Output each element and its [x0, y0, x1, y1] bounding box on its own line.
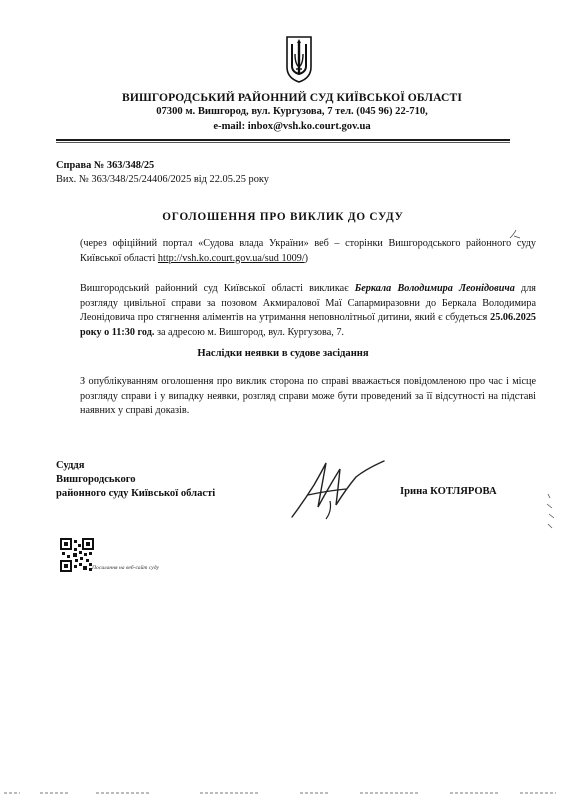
- court-address: 07300 м. Вишгород, вул. Кургузова, 7 тел. (045 96) 22-710,: [156, 106, 428, 117]
- qr-code-icon[interactable]: [60, 538, 94, 572]
- case-number: Справа № 363/348/25: [56, 160, 155, 171]
- signatory-title: Суддя Вишгородського районного суду Київської області: [56, 460, 216, 499]
- court-website-link[interactable]: http://vsh.ko.court.gov.ua/sud 1009/: [157, 252, 305, 264]
- consequences-paragraph: З опублікуванням оголошення про виклик сторона по справі вважається повідомленою про час і місце розгляду справи і у випадку неявки, розгляд справи може бути проведений за її відсутності на підставі наявних у справі доказів.: [80, 376, 536, 417]
- court-email: e-mail: inbox@vsh.ko.court.gov.ua: [213, 121, 371, 132]
- court-name: ВИШГОРОДСЬКИЙ РАЙОННИЙ СУД КИЇВСЬКОЇ ОБЛАСТІ: [122, 91, 462, 104]
- judge-name: Ірина КОТЛЯРОВА: [400, 486, 497, 497]
- handwritten-signature: [286, 455, 396, 525]
- qr-caption: Посилання на веб-сайт суду: [92, 565, 159, 571]
- scan-artifact-edge: [544, 492, 558, 532]
- scan-footer-artifact: [0, 790, 564, 796]
- document-title: ОГОЛОШЕННЯ ПРО ВИКЛИК ДО СУДУ: [162, 211, 404, 223]
- header-divider-thin: [56, 142, 510, 143]
- consequences-heading: Наслідки неявки в судове засідання: [197, 348, 369, 359]
- hearing-datetime: 25.06.2025 року о 11:30 год.: [80, 312, 536, 338]
- header-divider: [56, 139, 510, 141]
- defendant-name: Беркала Володимира Леонідовича: [354, 283, 515, 294]
- intro-paragraph: (через офіційний портал «Судова влада України» веб – сторінки Вишгородського районного суду Київської області http://vsh.ko.court.gov.ua/sud 1009/): [80, 238, 536, 264]
- scan-artifact: [508, 228, 522, 240]
- coat-of-arms-icon: [284, 34, 314, 84]
- summons-paragraph: Вишгородський районний суд Київської області викликає Беркала Володимира Леонідовича для розгляду цивільної справи за позовом Акмиралової Маї Сапармиразовни до Беркала Володимира Леонідовича про стягнення аліментів на утримання неповнолітньої дитини, який є сбудеться 25.06.2025 року о 11:30 год. за адресою м. Вишгород, вул. Кургузова, 7.: [80, 283, 536, 338]
- outgoing-number: Вих. № 363/348/25/24406/2025 від 22.05.25 року: [56, 174, 269, 185]
